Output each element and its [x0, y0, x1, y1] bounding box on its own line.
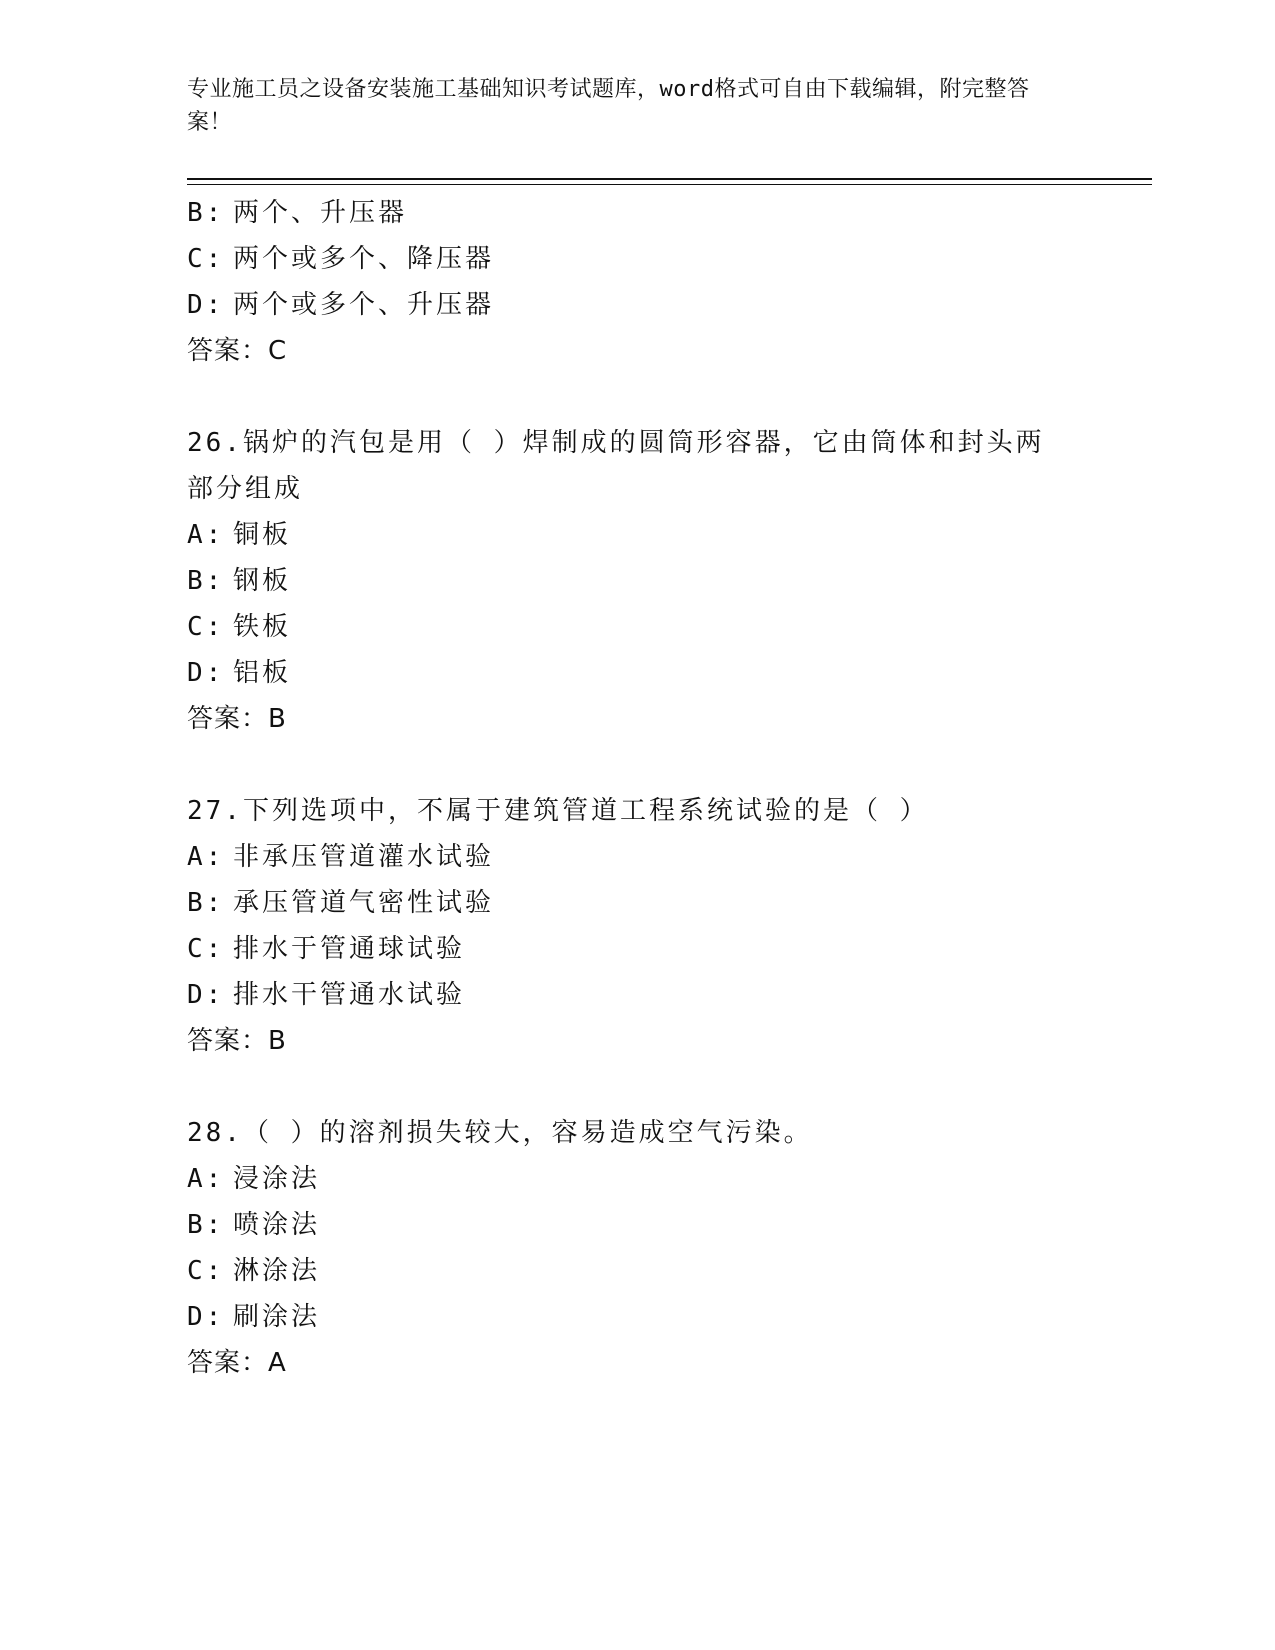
option-text: 刷涂法	[233, 1302, 321, 1332]
option-label: B:	[187, 1210, 225, 1240]
question-28	[187, 1110, 1087, 1386]
option-label: C:	[187, 1256, 225, 1286]
option-b	[187, 1202, 1087, 1248]
option-label: D:	[187, 1302, 225, 1332]
answer-line: 答案：A	[187, 1348, 287, 1378]
option-text: 排水于管通球试验	[233, 934, 466, 964]
option-label: D:	[187, 980, 225, 1010]
option-d	[187, 972, 1087, 1018]
option-label: B:	[187, 566, 225, 596]
option-text: 淋涂法	[233, 1256, 321, 1286]
option-c	[187, 236, 1087, 282]
question-stem: 26.锅炉的汽包是用（ ）焊制成的圆筒形容器，它由筒体和封头两部分组成	[187, 428, 1045, 504]
option-label: B:	[187, 198, 225, 228]
option-text: 两个或多个、降压器	[233, 244, 495, 274]
option-text: 非承压管道灌水试验	[233, 842, 495, 872]
question-continuation	[187, 190, 1087, 374]
option-label: D:	[187, 658, 225, 688]
option-a	[187, 512, 1087, 558]
option-b	[187, 190, 1087, 236]
option-text: 排水干管通水试验	[233, 980, 466, 1010]
option-b	[187, 558, 1087, 604]
option-text: 浸涂法	[233, 1164, 321, 1194]
option-a	[187, 834, 1087, 880]
option-c	[187, 926, 1087, 972]
option-label: B:	[187, 888, 225, 918]
option-c	[187, 1248, 1087, 1294]
option-label: A:	[187, 1164, 225, 1194]
option-text: 两个、升压器	[233, 198, 408, 228]
document-header: 专业施工员之设备安装施工基础知识考试题库，word格式可自由下载编辑，附完整答案！	[187, 77, 1030, 135]
option-a	[187, 1156, 1087, 1202]
option-label: C:	[187, 612, 225, 642]
option-text: 两个或多个、升压器	[233, 290, 495, 320]
option-text: 喷涂法	[233, 1210, 321, 1240]
option-text: 铁板	[233, 612, 292, 642]
answer-line: 答案：C	[187, 336, 288, 366]
option-d	[187, 650, 1087, 696]
question-list	[187, 190, 1087, 1386]
option-d	[187, 1294, 1087, 1340]
option-text: 铝板	[233, 658, 292, 688]
option-text: 钢板	[233, 566, 292, 596]
question-26	[187, 420, 1087, 742]
question-stem: 28.（ ）的溶剂损失较大，容易造成空气污染。	[187, 1118, 813, 1148]
option-label: A:	[187, 520, 225, 550]
option-text: 铜板	[233, 520, 292, 550]
answer-line: 答案：B	[187, 704, 287, 734]
option-label: C:	[187, 244, 225, 274]
option-b	[187, 880, 1087, 926]
question-stem: 27.下列选项中，不属于建筑管道工程系统试验的是（ ）	[187, 796, 929, 826]
option-text: 承压管道气密性试验	[233, 888, 495, 918]
option-label: D:	[187, 290, 225, 320]
header-divider-thin	[187, 184, 1152, 185]
option-d	[187, 282, 1087, 328]
option-label: A:	[187, 842, 225, 872]
header-divider-thick	[187, 178, 1152, 180]
option-c	[187, 604, 1087, 650]
option-label: C:	[187, 934, 225, 964]
question-27	[187, 788, 1087, 1064]
answer-line: 答案：B	[187, 1026, 287, 1056]
